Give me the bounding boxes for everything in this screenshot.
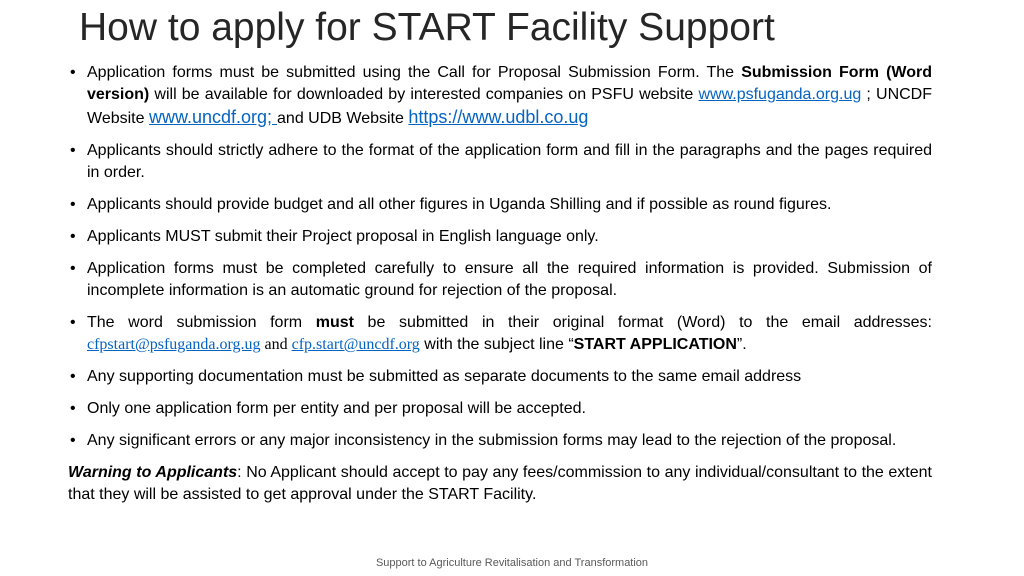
bullet-text: and [260,336,292,353]
slide-content [68,62,932,506]
udb-website-link[interactable]: https://www.udbl.co.ug [408,107,589,127]
warning-paragraph [68,462,932,506]
bullet-completeness: • Application forms must be completed carefully to ensure all the required information is provided. Submission of incomplete information is an automatic ground for rejection of the proposal. [68,258,932,302]
bullet-text: be submitted in their original format (Word) to the email addresses: [353,314,933,331]
footer: Support to Agriculture Revitalisation and Transformation [375,557,649,569]
bullet-one-application: • Only one application form per entity and per proposal will be accepted. [68,398,932,420]
bullet-email-submission [68,312,932,356]
psfu-email-link[interactable]: cfpstart@psfuganda.org.ug [87,336,261,353]
bullet-text: The word submission form [87,314,316,331]
bullet-format: • Applicants should strictly adhere to the format of the application form and fill in the paragraphs and the pages required in order. [68,140,932,184]
bold-text: must [315,314,354,331]
warning-text: : No Applicant should accept to pay any fees/commission to any individual/consultant to the extent that they will be assisted to get approval under the START Facility. [68,464,932,503]
bullet-text: and UDB Website [277,110,409,127]
bullet-text: ”. [736,336,747,353]
bullet-supporting-docs: • Any supporting documentation must be submitted as separate documents to the same email address [68,366,932,388]
bullet-list [68,62,932,452]
bold-text: START APPLICATION [573,336,737,353]
bold-text: Submission Form (Word version) [87,64,933,103]
bullet-text: ; UNCDF Website [87,86,933,127]
bullet-text: Application forms must be submitted using the Call for Proposal Submission Form. The [87,64,742,81]
warning-label: Warning to Applicants [68,464,238,481]
bullet-errors: • Any significant errors or any major inconsistency in the submission forms may lead to the rejection of the proposal. [68,430,932,452]
bullet-text: will be available for downloaded by interested companies on PSFU website [149,86,699,103]
uncdf-website-link[interactable]: www.uncdf.org; [148,107,278,127]
psfu-website-link[interactable]: www.psfuganda.org.ug [698,86,862,103]
page-title: How to apply for START Facility Support [79,6,775,49]
bullet-submission-form [68,62,932,130]
bullet-language: • Applicants MUST submit their Project proposal in English language only. [68,226,932,248]
bullet-budget: • Applicants should provide budget and all other figures in Uganda Shilling and if possible as round figures. [68,194,932,216]
uncdf-email-link[interactable]: cfp.start@uncdf.org [291,336,420,353]
bullet-text: with the subject line “ [419,336,574,353]
